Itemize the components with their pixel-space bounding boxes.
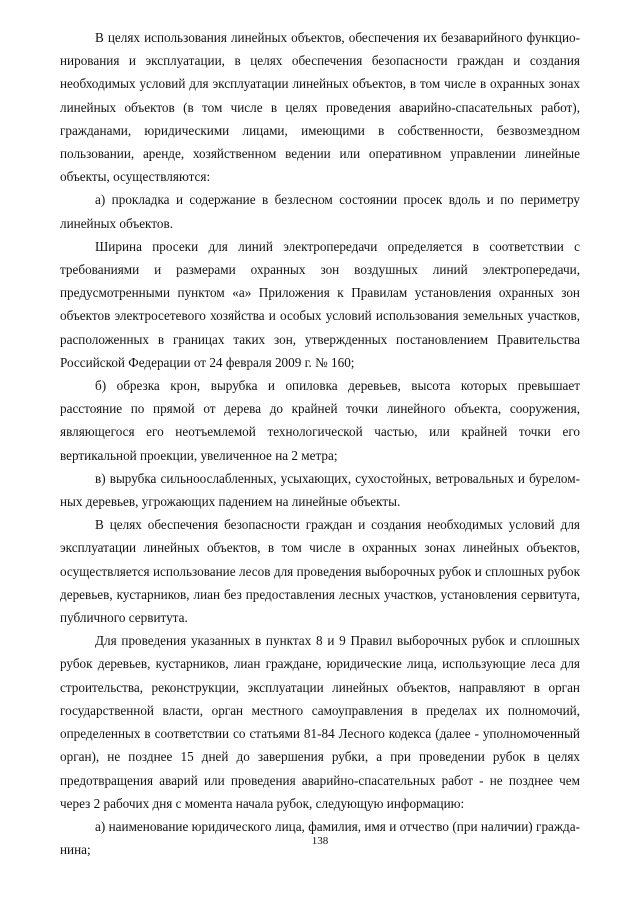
paragraph-linear-objects-intro: В целях использования линейных объектов, обеспечения их безаварийного функционирования и эксплуатации, в целях обеспечения безопасности граждан и создания необходимых условий для эксплуатации линейных объектов, в том числе в охранных зонах линейных объектов (в том числе в целях проведения аварийно-спасательных работ), гражданами, юридическими лицами, имеющими в собственности, безвозмездном пользовании, аренде, хозяйственном ведении или оперативном управлении линейные объекты, осуществляются: bbox=[60, 30, 580, 185]
page-number: 138 bbox=[311, 835, 329, 847]
paragraph-forest-use-safety: В целях обеспечения безопасности граждан и создания необходимых условий для эксплуатации линейных объектов, в том числе в охранных зонах линейных объектов, осуществляется использование лесов для проведения выборочных рубок и сплошных рубок деревьев, кустарников, лиан без предоставления лесных участков, установления сервитута, публичного сервитута. bbox=[60, 517, 580, 626]
document-body bbox=[60, 26, 580, 861]
paragraph-item-a-clearings: а) прокладка и содержание в безлесном состоянии просек вдоль и по периметру линейных объектов. bbox=[60, 192, 580, 231]
paragraph-item-b-trimming: б) обрезка крон, вырубка и опиловка деревьев, высота которых превышает расстояние по прямой от дерева до крайней точки линейного объекта, сооружения, являющегося его неотъемлемой технологической частью, или крайней точки его вертикальной проекции, увеличенное на 2 метра; bbox=[60, 378, 580, 463]
paragraph-felling-notification: Для проведения указанных в пунктах 8 и 9 Правил выборочных рубок и сплошных рубок деревьев, кустарников, лиан граждане, юридические лица, использующие леса для строительства, реконструкции, эксплуатации линейных объектов, направляют в орган государственной власти, орган местного самоуправления в пределах их полномочий, определенных в соответствии со статьями 81-84 Лесного кодекса (далее - уполномоченный орган), не позднее 15 дней до завершения рубки, а при проведении рубок в целях предотвращения аварий или проведения аварийно-спасательных работ - не позднее чем через 2 рабочих дня с момента начала рубок, следующую информацию: bbox=[60, 633, 580, 811]
paragraph-clearing-width: Ширина просеки для линий электропередачи определяется в соответствии с требованиями и размерами охранных зон воздушных линий электропередачи, предусмотренными пунктом «а» Приложения к Правилам установления охранных зон объектов электросетевого хозяйства и особых условий использования земельных участков, расположенных в границах таких зон, утвержденных постановлением Правительства Российской Федерации от 24 февраля 2009 г. № 160; bbox=[60, 238, 580, 370]
paragraph-item-v-felling: в) вырубка сильноослабленных, усыхающих, сухостойных, ветровальных и буреломных деревьев, угрожающих падением на линейные объекты. bbox=[60, 470, 580, 510]
paragraph-item-a-name: а) наименование юридического лица, фамилия, имя и отчество (при наличии) гражданина; bbox=[60, 818, 580, 858]
